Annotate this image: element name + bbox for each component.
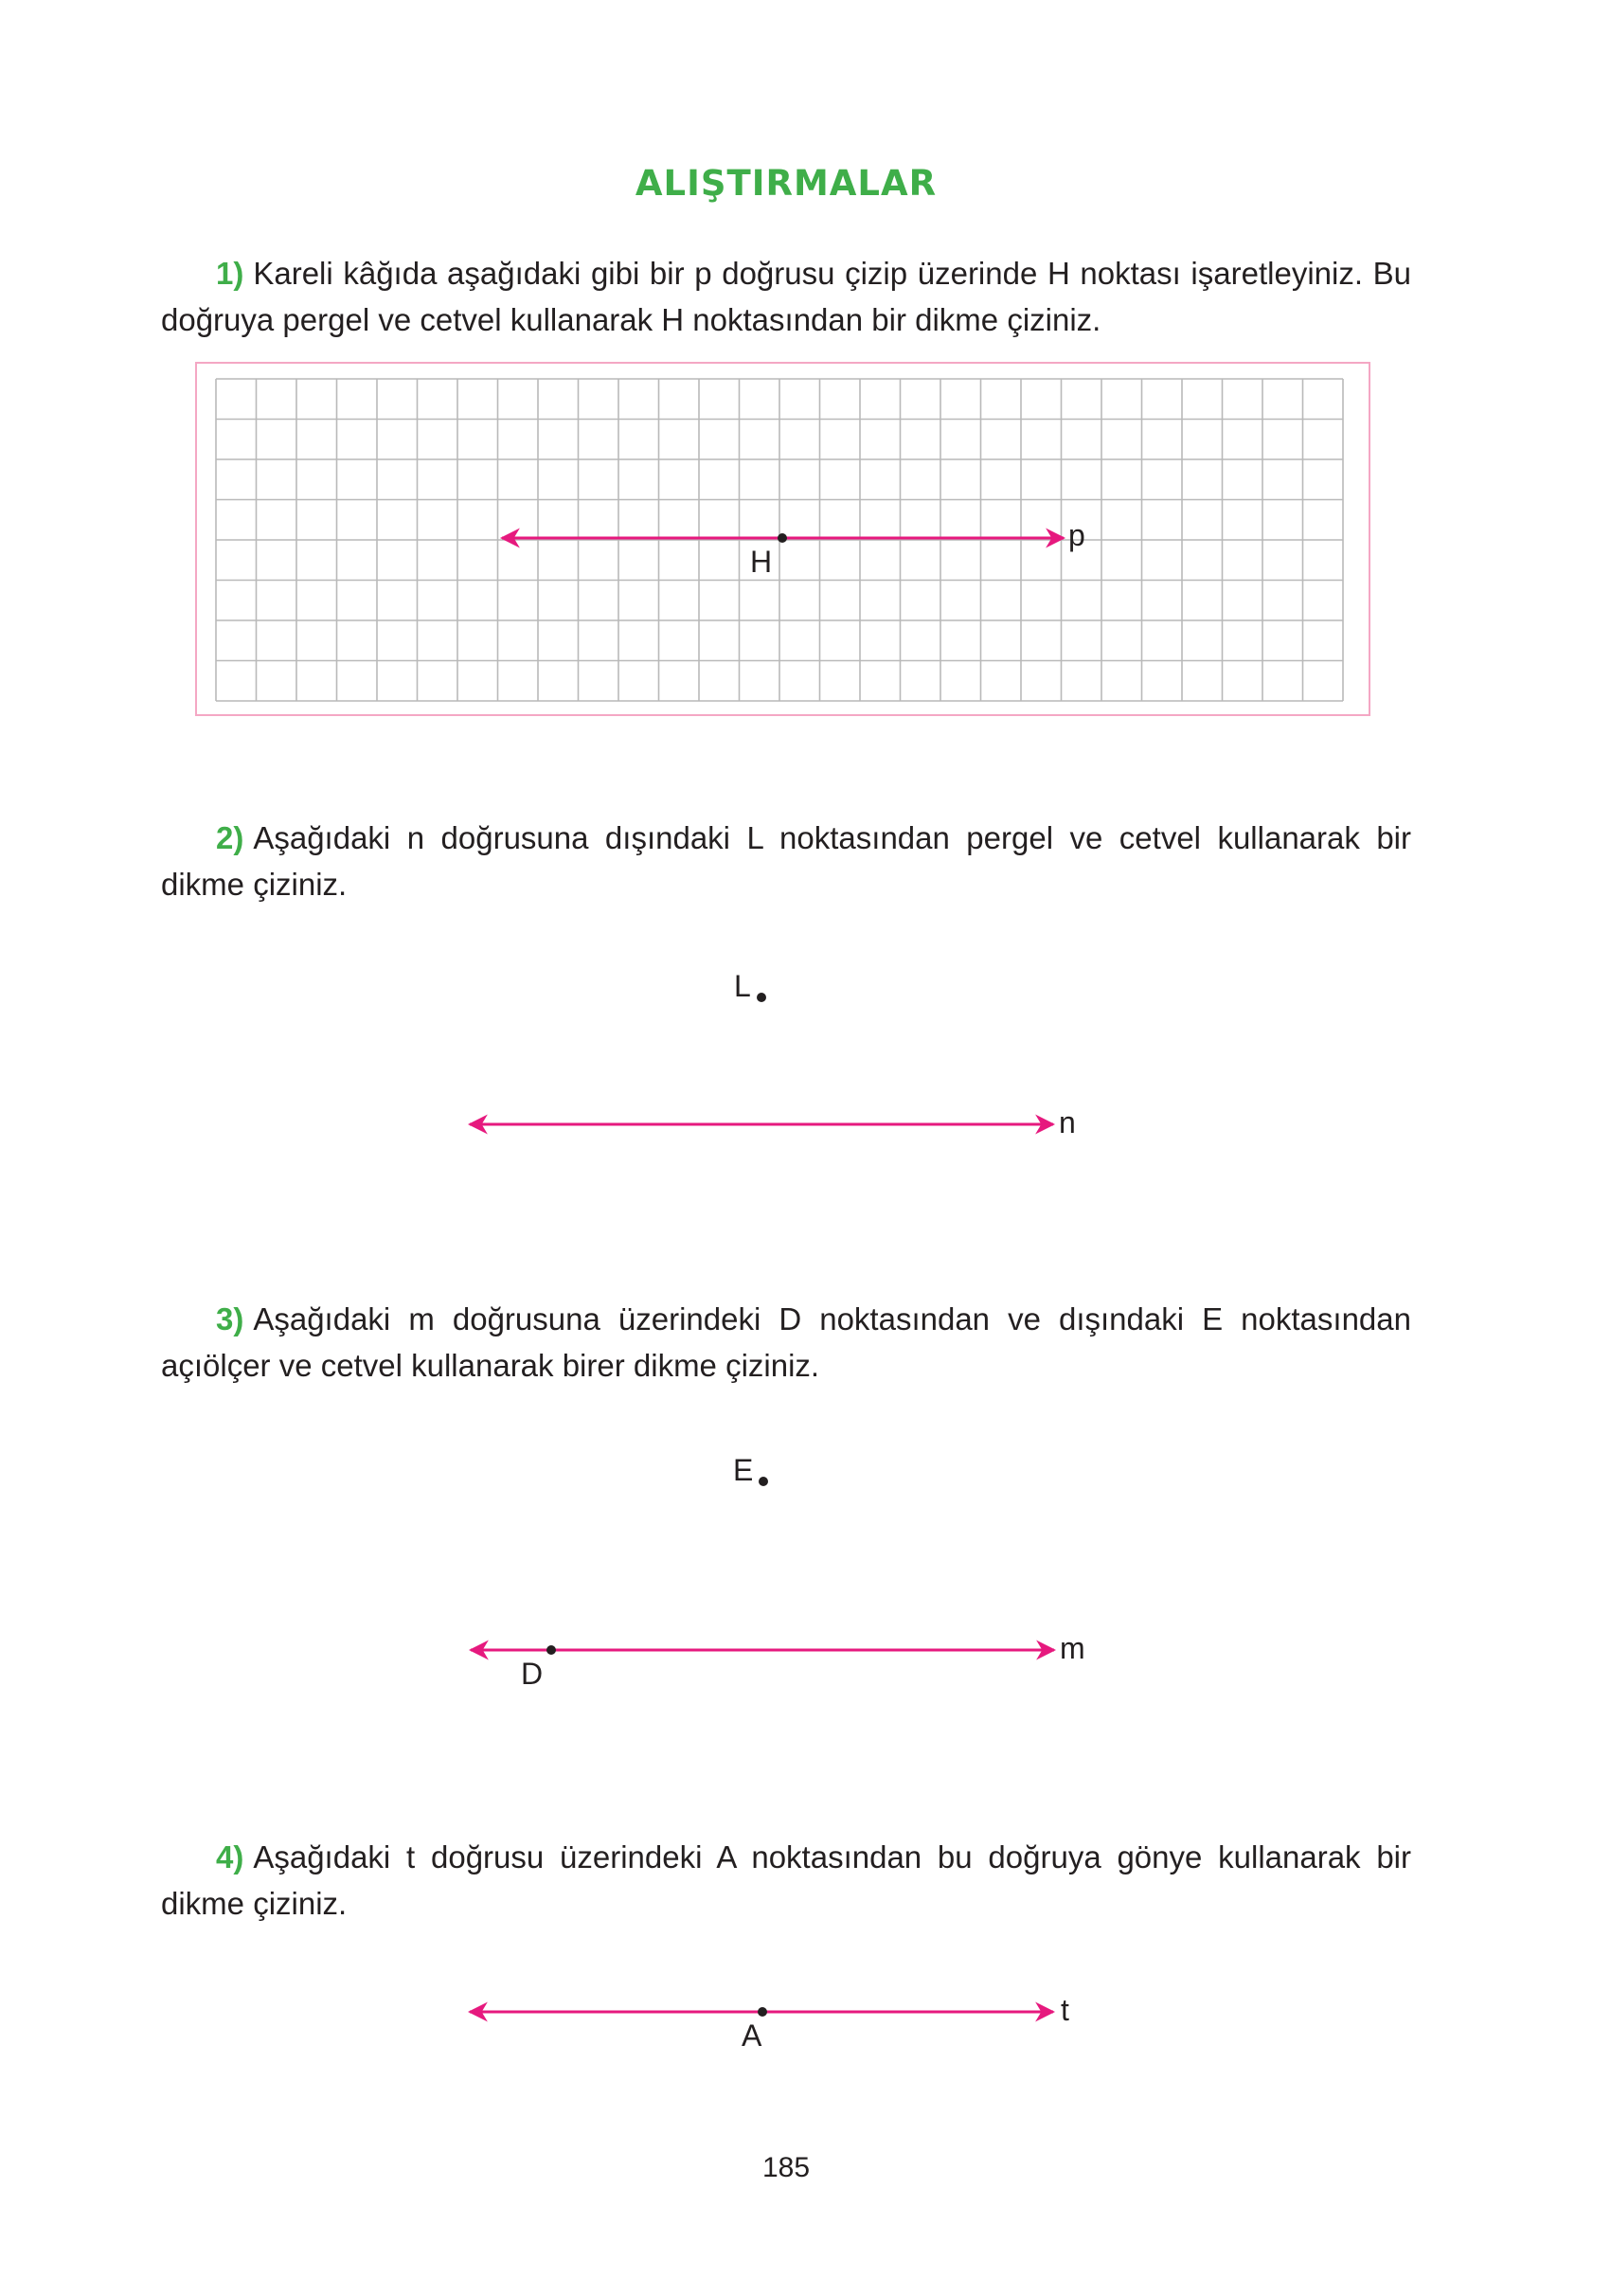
- point-e: [759, 1477, 768, 1486]
- label-l: L: [734, 969, 751, 1003]
- page-number: 185: [761, 2152, 811, 2183]
- point-l: [757, 993, 766, 1002]
- exercise-3-number: 3): [216, 1301, 244, 1336]
- label-h: H: [750, 545, 773, 579]
- label-e: E: [733, 1453, 754, 1487]
- page-title: ALIŞTIRMALAR: [635, 163, 938, 204]
- point-a: [758, 2007, 767, 2017]
- label-t: t: [1061, 1993, 1069, 2027]
- label-a: A: [742, 2018, 762, 2053]
- label-m: m: [1060, 1631, 1085, 1665]
- exercise-4-number: 4): [216, 1839, 244, 1874]
- label-d: D: [521, 1657, 544, 1691]
- exercise-3-body: Aşağıdaki m doğrusuna üzerindeki D noktasından ve dışındaki E noktasından açıölçer ve cetvel kullanarak birer dikme çiziniz.: [161, 1301, 1411, 1383]
- point-d: [546, 1645, 556, 1655]
- exercise-4-body: Aşağıdaki t doğrusu üzerindeki A noktasından bu doğruya gönye kullanarak bir dikme çiziniz.: [161, 1839, 1411, 1921]
- exercise-1-number: 1): [216, 256, 244, 291]
- label-n: n: [1059, 1105, 1076, 1139]
- exercise-1-body: Kareli kâğıda aşağıdaki gibi bir p doğrusu çizip üzerinde H noktası işaretleyiniz. Bu doğruya pergel ve cetvel kullanarak H noktasından bir dikme çiziniz.: [161, 256, 1411, 337]
- label-p: p: [1068, 518, 1085, 552]
- exercise-2-number: 2): [216, 820, 244, 855]
- exercise-2-body: Aşağıdaki n doğrusuna dışındaki L noktasından pergel ve cetvel kullanarak bir dikme çiziniz.: [161, 820, 1411, 902]
- point-h: [778, 533, 787, 543]
